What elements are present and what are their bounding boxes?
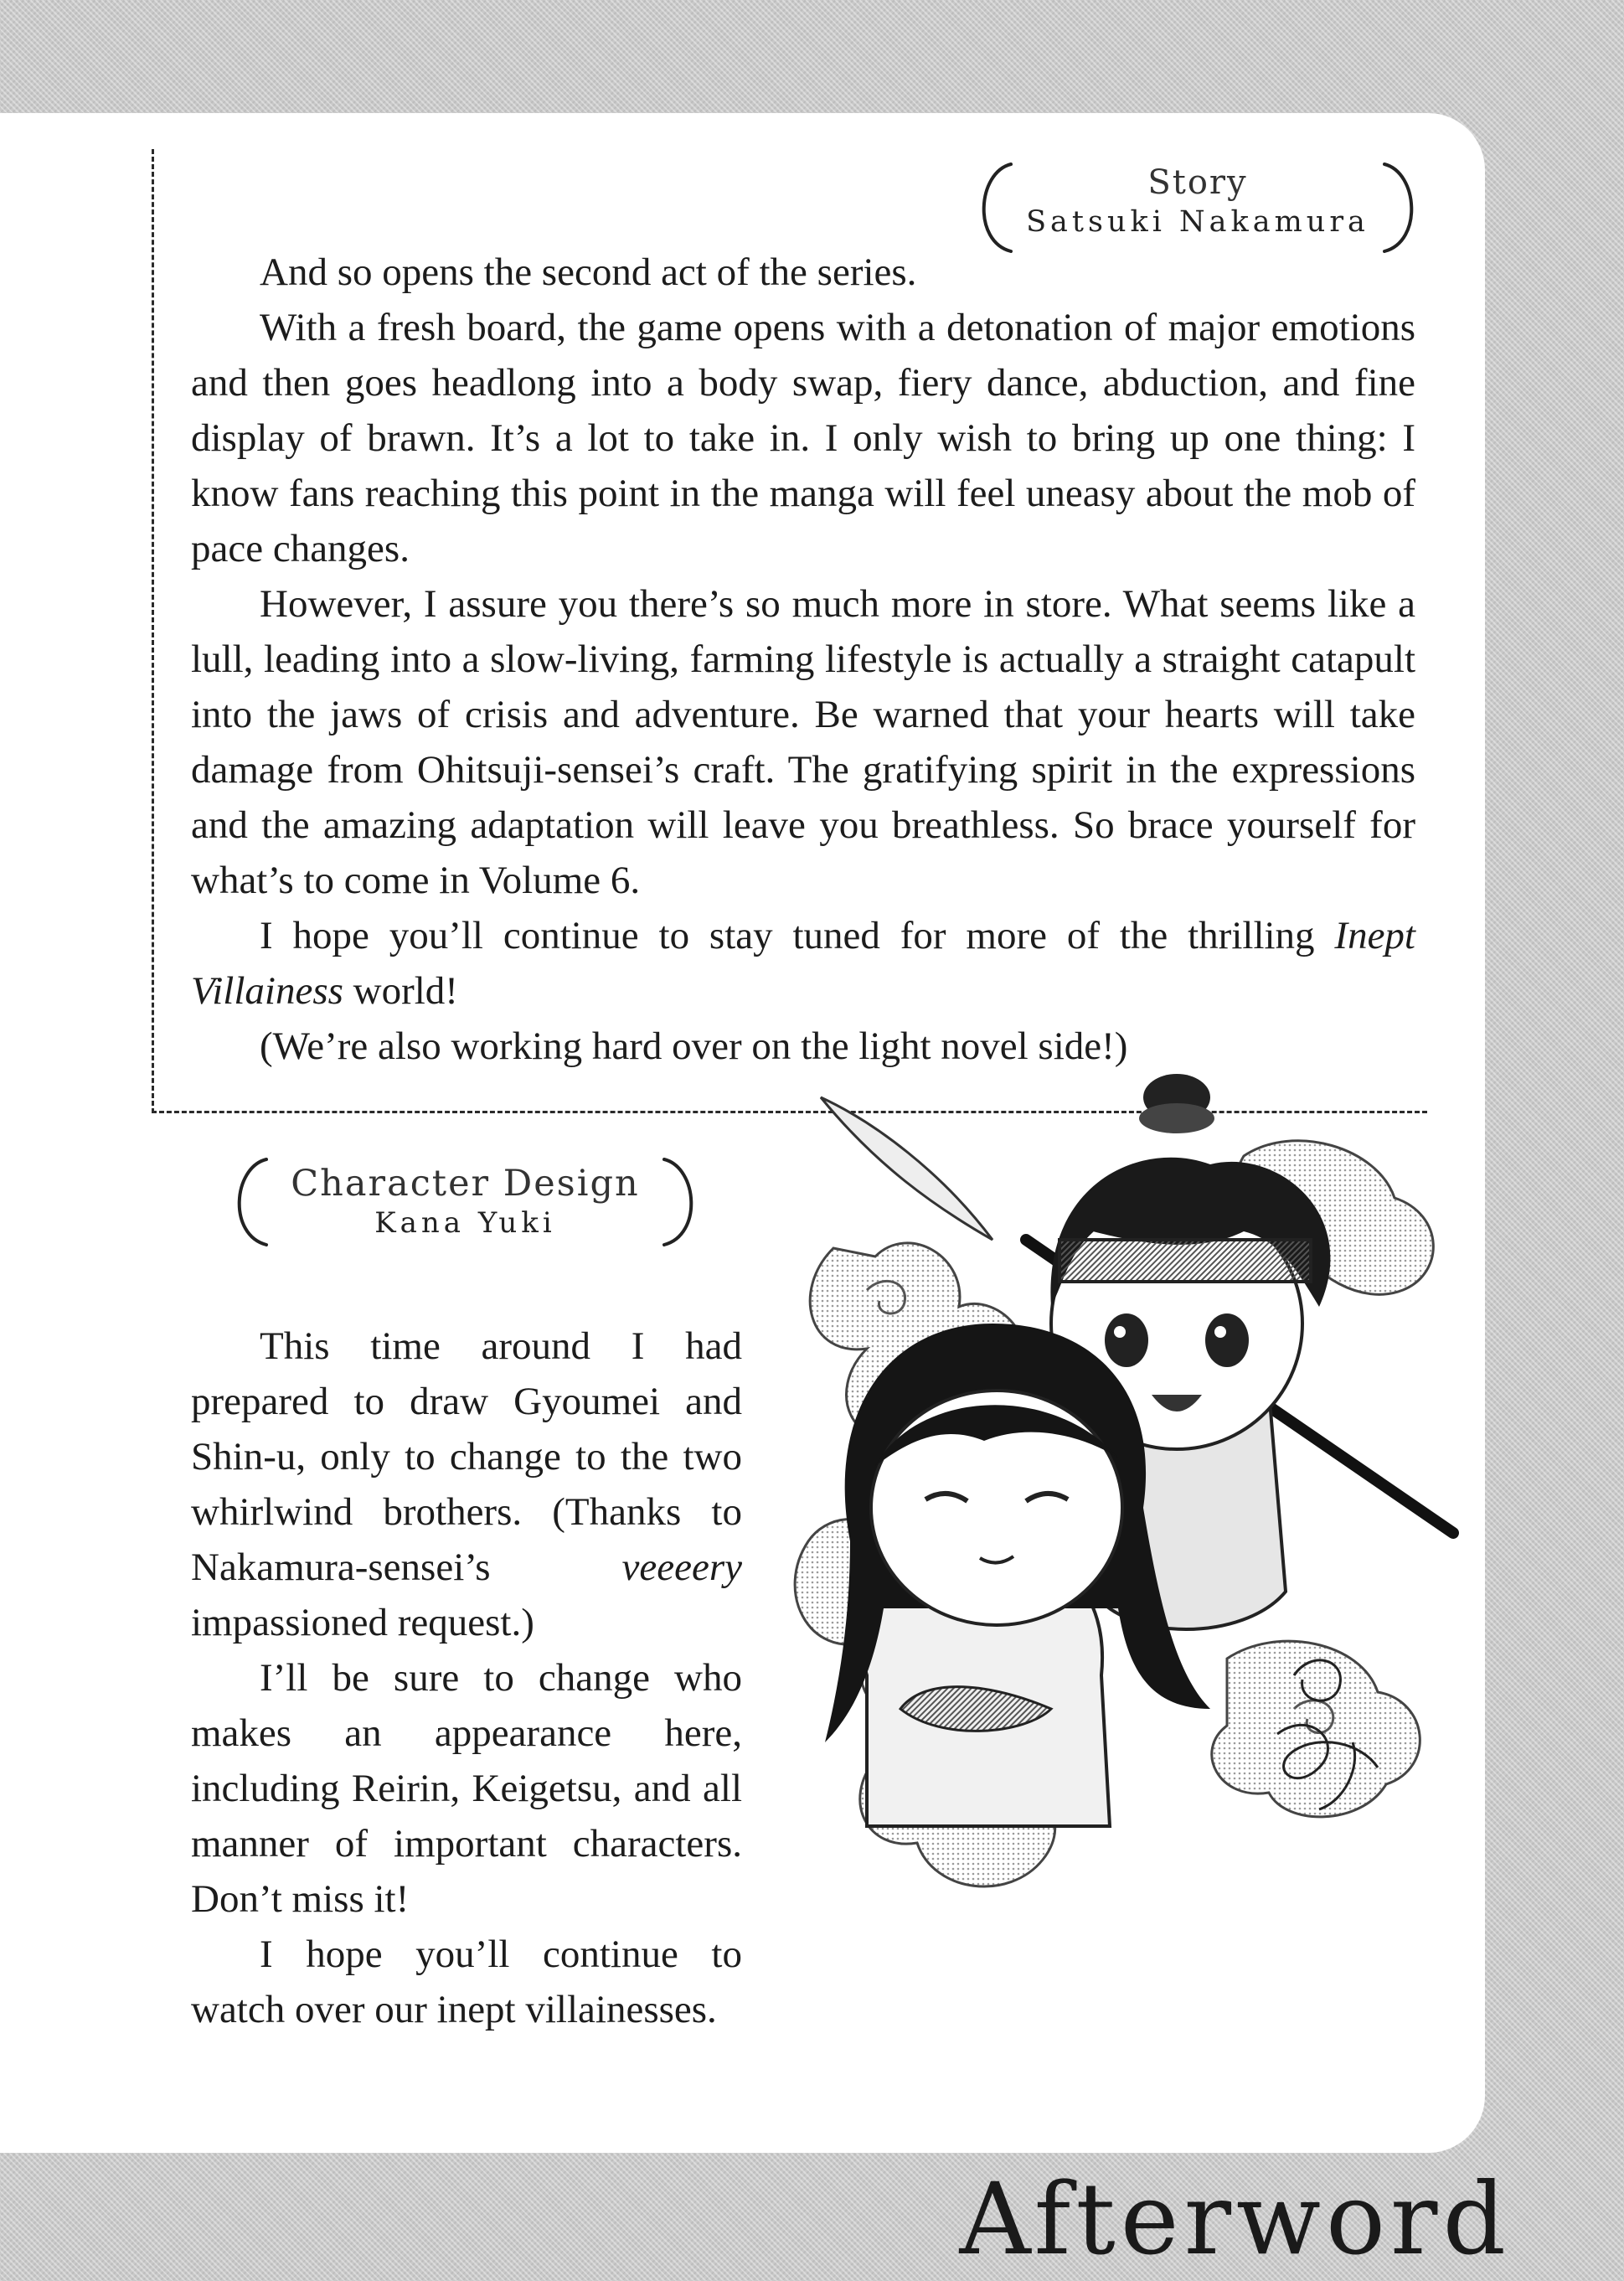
- story-credit-tag: [967, 157, 1428, 258]
- right-bracket-icon: [656, 1156, 706, 1248]
- closing-text: I hope you’ll continue to stay tuned for more of the thrilling: [260, 914, 1335, 957]
- design-role-label: Character Design: [291, 1163, 640, 1205]
- chibi-illustration: [775, 1072, 1478, 1943]
- story-postscript: (We’re also working hard over on the light novel side!): [260, 1024, 1128, 1068]
- story-paragraph: And so opens the second act of the series.: [260, 250, 917, 294]
- right-bracket-icon: [1376, 161, 1426, 255]
- series-title: Inept Villainess: [191, 914, 1415, 1013]
- left-bracket-icon: [224, 1156, 275, 1248]
- story-text: [191, 245, 1415, 1074]
- story-author-name: Satsuki Nakamura: [1026, 205, 1369, 239]
- design-author-name: Kana Yuki: [374, 1206, 556, 1240]
- design-text-part: This time around I had prepared to draw Gyoumei and Shin-u, only to change to the two whirlwind brothers. (Thanks to Nakamura-sensei’s: [191, 1324, 742, 1589]
- design-paragraph: I’ll be sure to change who makes an appearance here, including Reirin, Keigetsu, and all manner of important characters. Don’t miss it!: [191, 1656, 742, 1921]
- left-bracket-icon: [969, 161, 1019, 255]
- emphasis-text: veeeery: [621, 1546, 742, 1589]
- page-heading: Afterword: [959, 2161, 1511, 2278]
- design-paragraph: I hope you’ll continue to watch over our inept villainesses.: [191, 1933, 742, 2031]
- design-paragraph: [191, 1319, 742, 1650]
- design-credit-tag: [224, 1156, 706, 1248]
- design-text: [191, 1319, 742, 2037]
- story-paragraph: However, I assure you there’s so much more in store. What seems like a lull, leading into a slow-living, farming lifestyle is actually a straight catapult into the jaws of crisis and adventure. Be warned that your hearts will take damage from Ohitsuji-sensei’s craft. The gratifying spirit in the expressions and the amazing adaptation will leave you breathless. So brace yourself for what’s to come in Volume 6.: [191, 582, 1415, 902]
- design-text-part-end: impassioned request.): [191, 1601, 534, 1644]
- closing-text-end: world!: [343, 969, 458, 1013]
- story-closing-paragraph: [191, 908, 1415, 1019]
- story-paragraph: With a fresh board, the game opens with a detonation of major emotions and then goes headlong into a body swap, fiery dance, abduction, and fine display of brawn. It’s a lot to take in. I only wish to bring up one thing: I know fans reaching this point in the manga will feel uneasy about the mob of pace changes.: [191, 306, 1415, 570]
- story-role-label: Story: [1147, 163, 1248, 202]
